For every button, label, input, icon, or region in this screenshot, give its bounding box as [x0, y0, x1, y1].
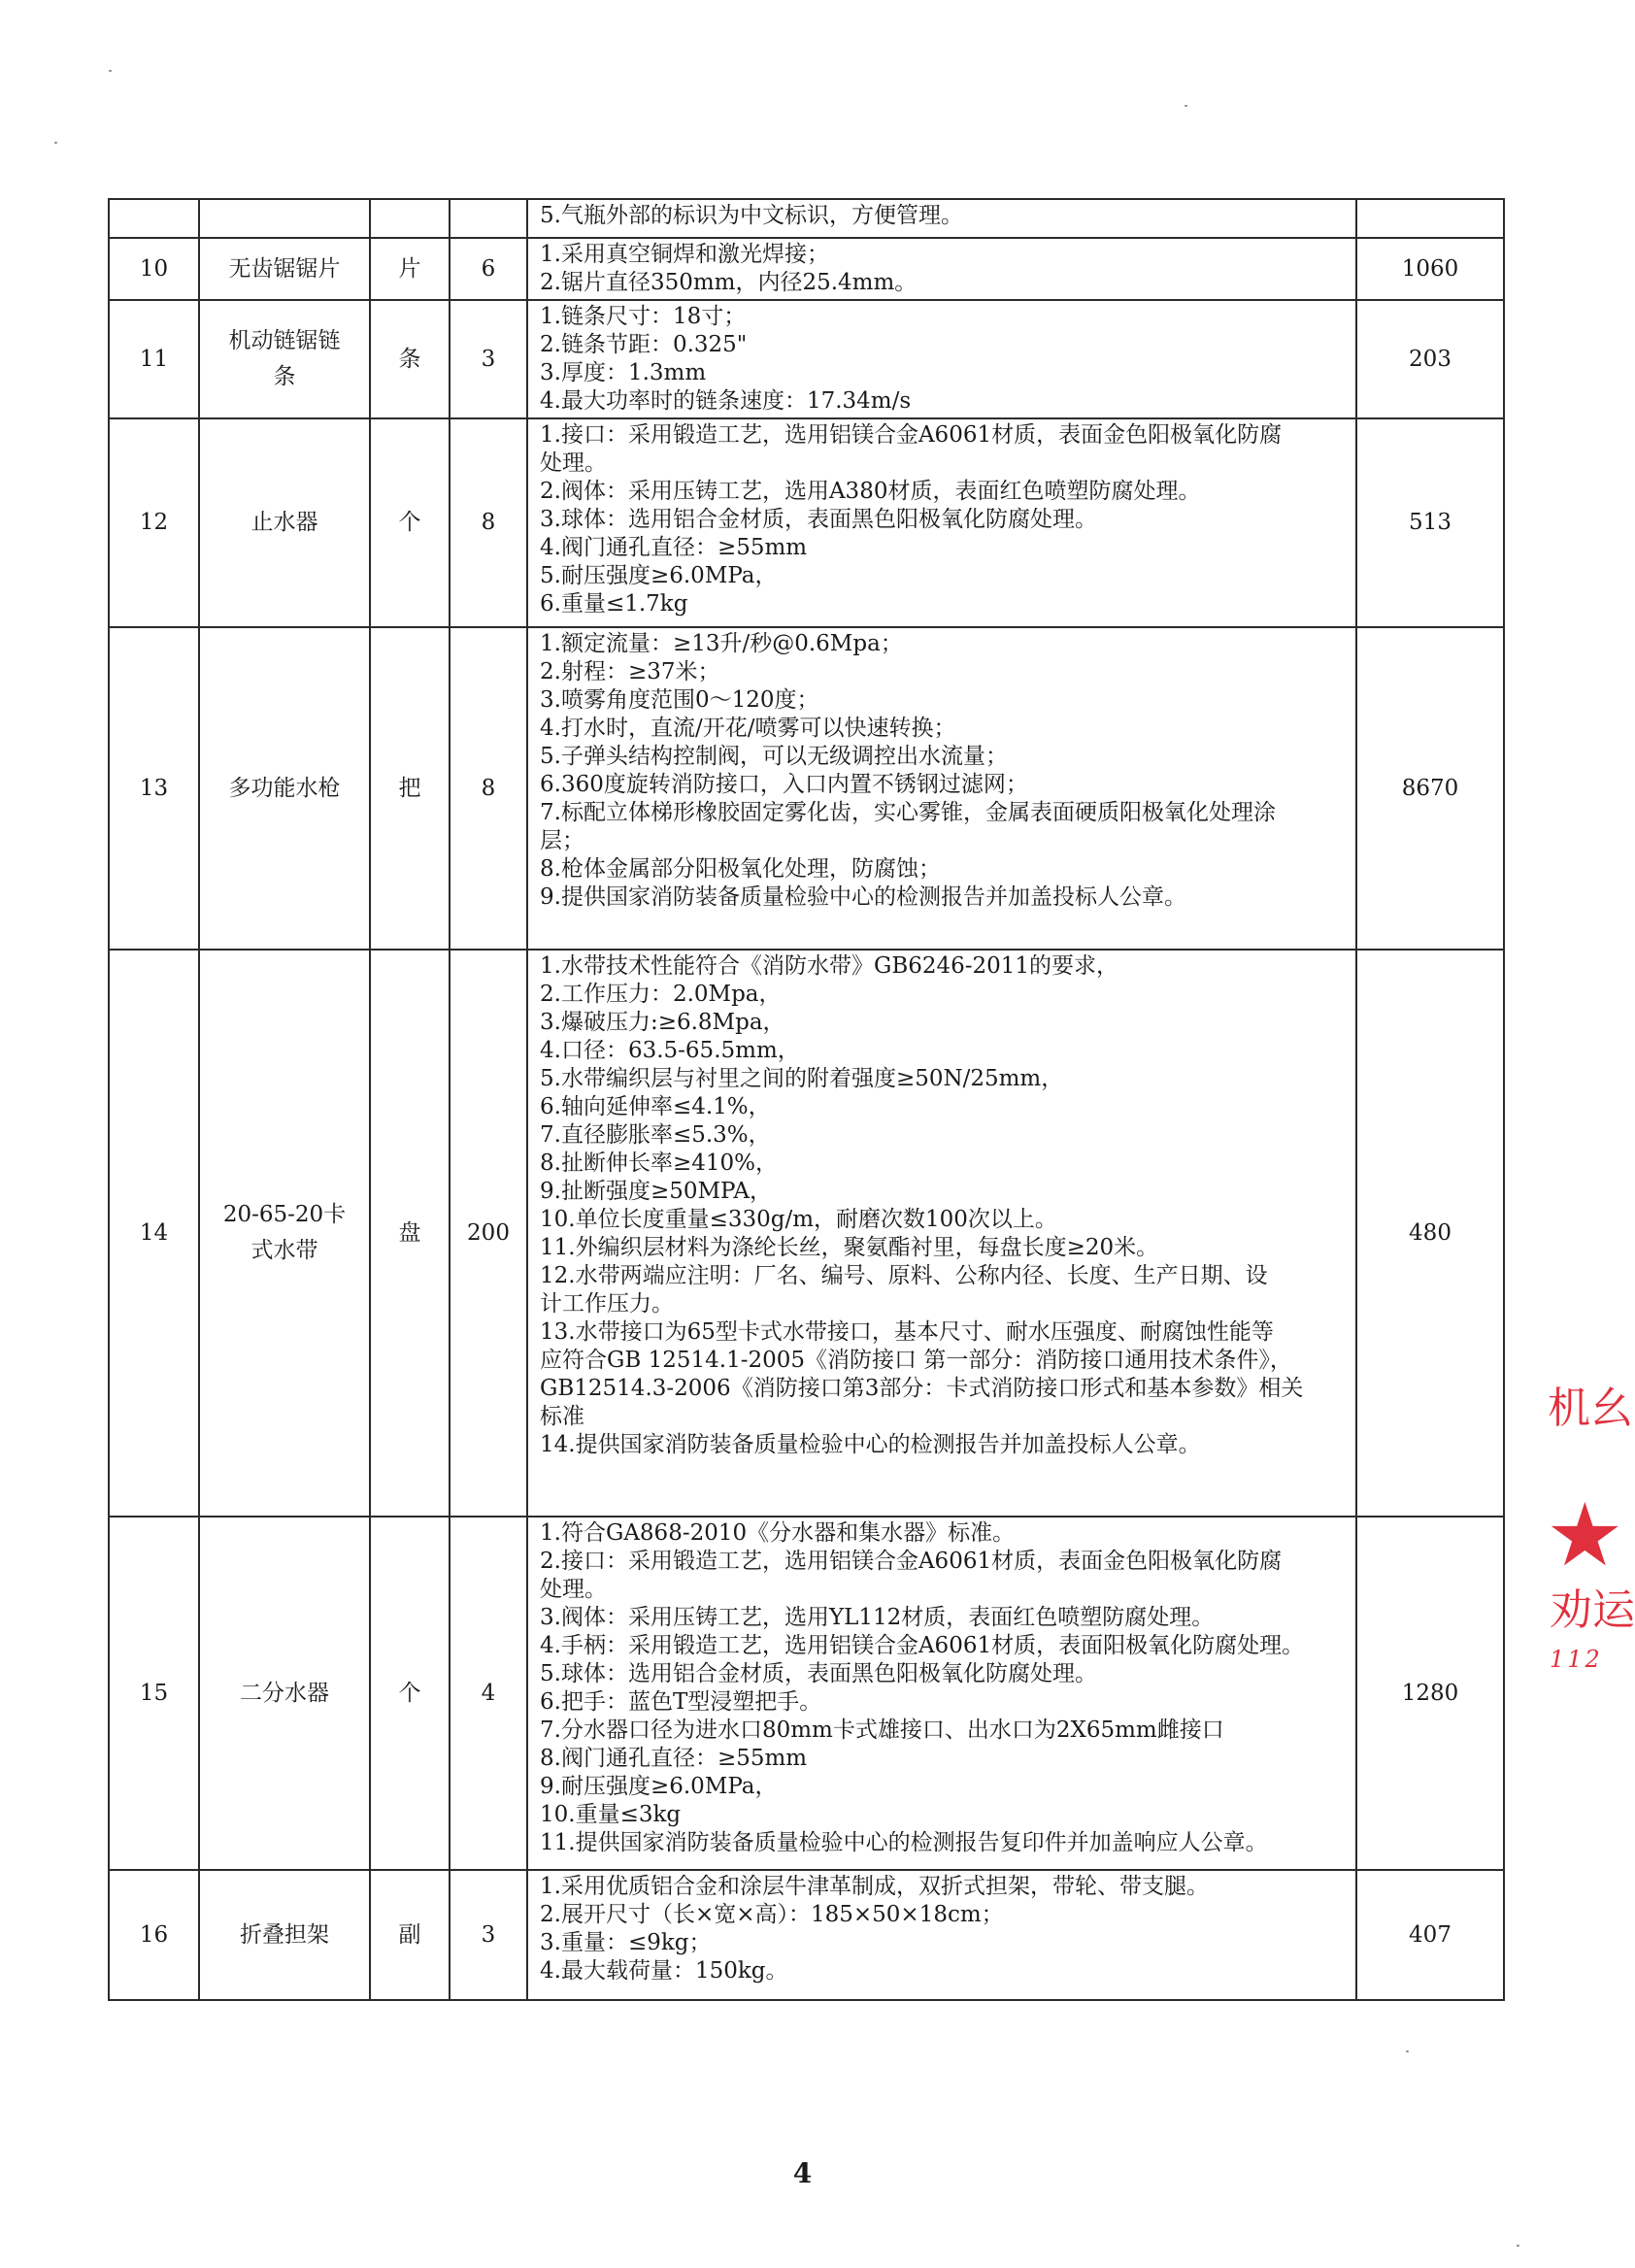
table-row: [109, 199, 1504, 238]
cell-quantity: 8: [450, 627, 527, 950]
cell-price: 8670: [1356, 627, 1504, 950]
requirement-line: 6.重量≤1.7kg: [540, 591, 688, 617]
requirement-line: 5.水带编织层与衬里之间的附着强度≥50N/25mm，: [540, 1066, 1064, 1091]
requirement-line: 2.阀体：采用压铸工艺，选用A380材质，表面红色喷塑防腐处理。: [540, 479, 1201, 504]
scan-speck: [109, 70, 112, 72]
item-name-line: 无齿锯锯片: [228, 255, 341, 282]
cell-requirements: [527, 418, 1356, 627]
cell-item-name: [199, 199, 370, 238]
cell-unit: 条: [370, 300, 450, 418]
cell-item-name: [199, 418, 370, 627]
cell-unit: 副: [370, 1870, 450, 2000]
cell-item-no: 14: [109, 950, 199, 1517]
page-number: 4: [792, 2157, 813, 2189]
requirement-line: 5.子弹头结构控制阀，可以无级调控出水流量；: [540, 744, 1008, 769]
cell-quantity: 3: [450, 1870, 527, 2000]
cell-item-name: [199, 1870, 370, 2000]
red-seal-stamp: [1538, 1364, 1635, 1723]
table-row: [109, 418, 1504, 627]
requirement-line: 8.枪体金属部分阳极氧化处理，防腐蚀；: [540, 856, 941, 882]
spec-table: [108, 198, 1505, 2001]
requirement-line: 7.分水器口径为进水口80mm卡式雄接口、出水口为2X65mm雌接口: [540, 1718, 1224, 1743]
table-row: [109, 238, 1504, 300]
stamp-text-bottom: 劝运: [1550, 1585, 1635, 1635]
cell-quantity: 8: [450, 418, 527, 627]
cell-requirements: [527, 238, 1356, 300]
requirement-line: 7.直径膨胀率≤5.3%，: [540, 1122, 771, 1148]
table-row: [109, 950, 1504, 1517]
table-row: [109, 1870, 1504, 2000]
requirement-line: 3.喷雾角度范围0～120度；: [540, 687, 819, 713]
cell-unit: 盘: [370, 950, 450, 1517]
cell-unit: 个: [370, 418, 450, 627]
requirement-line: 9.提供国家消防装备质量检验中心的检测报告并加盖投标人公章。: [540, 884, 1186, 910]
requirement-line: 2.射程：≥37米；: [540, 659, 720, 684]
requirement-line: 8.阀门通孔直径：≥55mm: [540, 1746, 808, 1771]
cell-item-no: 13: [109, 627, 199, 950]
cell-requirements: [527, 300, 1356, 418]
cell-price: [1356, 199, 1504, 238]
requirement-line: 1.链条尺寸：18寸；: [540, 304, 747, 329]
requirement-line: 2.工作压力：2.0Mpa，: [540, 982, 782, 1007]
table-row: [109, 300, 1504, 418]
item-name-line: 条: [273, 364, 296, 389]
cell-item-no: [109, 199, 199, 238]
scan-speck: [1517, 2245, 1519, 2247]
cell-quantity: 200: [450, 950, 527, 1517]
cell-item-no: 12: [109, 418, 199, 627]
cell-item-name: [199, 1517, 370, 1870]
table-row: [109, 627, 1504, 950]
requirement-line: 9.扯断强度≥50MPA，: [540, 1179, 773, 1204]
cell-price: 513: [1356, 418, 1504, 627]
item-name-line: 式水带: [250, 1238, 318, 1263]
requirement-line: 1.水带技术性能符合《消防水带》GB6246-2011的要求，: [540, 953, 1119, 979]
requirement-line: 6.把手：蓝色T型浸塑把手。: [540, 1689, 822, 1715]
requirement-line: 2.锯片直径350mm，内径25.4mm。: [540, 270, 918, 295]
cell-unit: [370, 199, 450, 238]
requirement-line: 2.接口：采用锻造工艺，选用铝镁合金A6061材质，表面金色阳极氧化防腐: [540, 1549, 1283, 1574]
cell-requirements: [527, 199, 1356, 238]
cell-requirements: [527, 627, 1356, 950]
requirement-line: 4.手柄：采用锻造工艺，选用铝镁合金A6061材质，表面阳极氧化防腐处理。: [540, 1633, 1305, 1658]
cell-item-no: 15: [109, 1517, 199, 1870]
cell-quantity: [450, 199, 527, 238]
requirement-line: 4.最大功率时的链条速度：17.34m/s: [540, 388, 912, 414]
item-name-line: 20-65-20卡: [222, 1202, 347, 1227]
cell-price: 1060: [1356, 238, 1504, 300]
cell-item-name: [199, 950, 370, 1517]
cell-item-no: 16: [109, 1870, 199, 2000]
requirement-line: 11.外编织层材料为涤纶长丝，聚氨酯衬里，每盘长度≥20米。: [540, 1235, 1159, 1260]
cell-price: 1280: [1356, 1517, 1504, 1870]
cell-item-name: [199, 300, 370, 418]
star-icon: ★: [1546, 1484, 1624, 1586]
cell-unit: 把: [370, 627, 450, 950]
requirement-line: 6.轴向延伸率≤4.1%，: [540, 1094, 771, 1119]
requirement-line: 1.采用真空铜焊和激光焊接；: [540, 242, 829, 267]
requirement-line: 4.口径：63.5-65.5mm，: [540, 1038, 800, 1063]
cell-item-name: [199, 238, 370, 300]
requirement-line: 11.提供国家消防装备质量检验中心的检测报告复印件并加盖响应人公章。: [540, 1830, 1268, 1855]
item-name-line: 多功能水枪: [228, 775, 341, 801]
requirement-line: 层；: [540, 828, 584, 853]
requirement-line: 8.扯断伸长率≥410%，: [540, 1151, 778, 1176]
requirement-line: 3.厚度：1.3mm: [540, 360, 707, 385]
requirement-line: 应符合GB 12514.1-2005《消防接口 第一部分：消防接口通用技术条件》，: [540, 1348, 1292, 1373]
item-name-line: 折叠担架: [240, 1921, 329, 1948]
cell-quantity: 6: [450, 238, 527, 300]
cell-price: 480: [1356, 950, 1504, 1517]
requirement-line: 9.耐压强度≥6.0MPa，: [540, 1774, 778, 1799]
requirement-line: 计工作压力。: [540, 1291, 674, 1317]
requirement-line: 处理。: [540, 450, 607, 476]
item-name-line: 机动链锯链: [228, 328, 341, 353]
requirement-line: 5.球体：选用铝合金材质，表面黑色阳极氧化防腐处理。: [540, 1661, 1097, 1686]
scan-speck: [1406, 2051, 1409, 2052]
requirement-line: 3.重量：≤9kg；: [540, 1930, 712, 1955]
cell-requirements: [527, 1517, 1356, 1870]
requirement-line: 1.额定流量：≥13升/秒@0.6Mpa；: [540, 631, 903, 656]
cell-price: 203: [1356, 300, 1504, 418]
requirement-line: 4.打水时，直流/开花/喷雾可以快速转换；: [540, 716, 956, 741]
requirement-line: 3.阀体：采用压铸工艺，选用YL112材质，表面红色喷塑防腐处理。: [540, 1605, 1215, 1630]
table-body: [109, 199, 1504, 2000]
requirement-line: 4.阀门通孔直径：≥55mm: [540, 535, 808, 560]
cell-item-name: [199, 627, 370, 950]
cell-requirements: [527, 950, 1356, 1517]
requirement-line: 1.接口：采用锻造工艺，选用铝镁合金A6061材质，表面金色阳极氧化防腐: [540, 422, 1283, 448]
requirement-line: 10.重量≤3kg: [540, 1802, 682, 1827]
requirement-line: 7.标配立体梯形橡胶固定雾化齿，实心雾锥，金属表面硬质阳极氧化处理涂: [540, 800, 1276, 825]
cell-price: 407: [1356, 1870, 1504, 2000]
cell-unit: 个: [370, 1517, 450, 1870]
cell-unit: 片: [370, 238, 450, 300]
requirement-line: 2.链条节距：0.325": [540, 332, 748, 357]
scan-speck: [54, 142, 57, 144]
item-name-line: 二分水器: [240, 1680, 329, 1706]
requirement-line: 4.最大载荷量：150kg。: [540, 1958, 788, 1984]
requirement-line: 13.水带接口为65型卡式水带接口，基本尺寸、耐水压强度、耐腐蚀性能等: [540, 1319, 1274, 1345]
cell-requirements: [527, 1870, 1356, 2000]
table-row: [109, 1517, 1504, 1870]
requirement-line: 标准: [540, 1404, 584, 1429]
requirement-line: 3.爆破压力:≥6.8Mpa，: [540, 1010, 785, 1035]
requirement-line: 5.气瓶外部的标识为中文标识，方便管理。: [540, 203, 963, 228]
stamp-text-top: 机幺: [1548, 1384, 1633, 1433]
cell-item-no: 11: [109, 300, 199, 418]
requirement-line: 5.耐压强度≥6.0MPa，: [540, 563, 778, 588]
requirement-line: 2.展开尺寸（长×宽×高）：185×50×18cm；: [540, 1902, 1004, 1927]
requirement-line: 10.单位长度重量≤330g/m，耐磨次数100次以上。: [540, 1207, 1057, 1232]
cell-item-no: 10: [109, 238, 199, 300]
scan-speck: [1185, 105, 1187, 107]
requirement-line: GB12514.3-2006《消防接口第3部分：卡式消防接口形式和基本参数》相关: [540, 1376, 1304, 1401]
requirement-line: 12.水带两端应注明：厂名、编号、原料、公称内径、长度、生产日期、设: [540, 1263, 1268, 1288]
stamp-number: 112: [1550, 1646, 1603, 1673]
requirement-line: 3.球体：选用铝合金材质，表面黑色阳极氧化防腐处理。: [540, 507, 1097, 532]
item-name-line: 止水器: [250, 510, 318, 535]
requirement-line: 1.采用优质铝合金和涂层牛津革制成，双折式担架，带轮、带支腿。: [540, 1874, 1209, 1899]
cell-quantity: 3: [450, 300, 527, 418]
cell-quantity: 4: [450, 1517, 527, 1870]
requirement-line: 14.提供国家消防装备质量检验中心的检测报告并加盖投标人公章。: [540, 1432, 1201, 1457]
requirement-line: 1.符合GA868-2010《分水器和集水器》标准。: [540, 1520, 1016, 1546]
requirement-line: 处理。: [540, 1577, 607, 1602]
requirement-line: 6.360度旋转消防接口，入口内置不锈钢过滤网；: [540, 772, 1028, 797]
